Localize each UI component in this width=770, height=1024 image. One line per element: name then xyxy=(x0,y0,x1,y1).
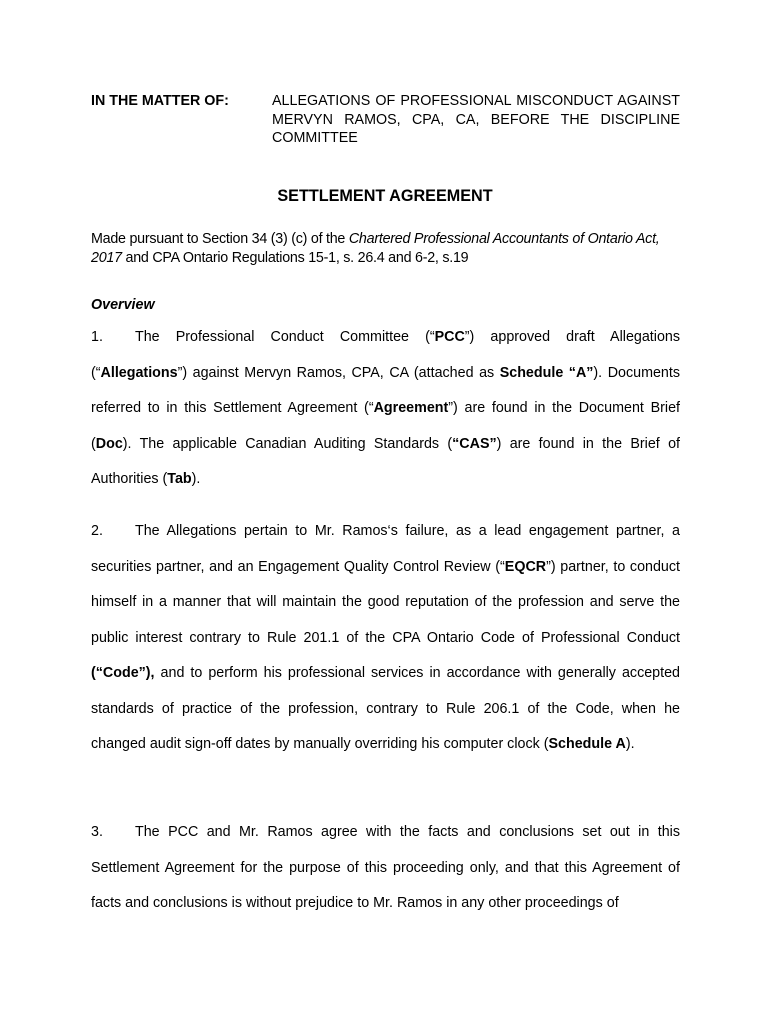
defined-term: PCC xyxy=(434,329,465,345)
paragraph-text: The Allegations pertain to Mr. Ramos‘s failure, as a lead engagement partner, a securities partner, and an Engagement Quality Control Review (“ xyxy=(91,523,680,575)
paragraph-text: and to perform his professional services in accordance with generally accepted standards of practice of the profession, contrary to Rule 206.1 of the Code, when he changed audit sign-off dates by manually overriding his computer clock ( xyxy=(91,665,680,752)
defined-term: Schedule “A” xyxy=(499,364,594,381)
paragraph-2 xyxy=(91,514,680,763)
defined-term: EQCR xyxy=(504,558,547,575)
defined-term: Allegations xyxy=(100,364,178,381)
paragraph-number: 2. xyxy=(91,523,103,539)
preamble-tail: and CPA Ontario Regulations 15-1, s. 26.4 and 6-2, s.19 xyxy=(121,249,469,266)
defined-term: “CAS” xyxy=(452,435,497,452)
paragraph-text: ”) partner, to conduct himself in a manner that will maintain the good reputation of the profession and serve the public interest contrary to Rule 201.1 of the CPA Ontario Code of Professional Conduct xyxy=(91,558,681,646)
act-name: Chartered Professional Accountants of Ontario Act, 2017 xyxy=(91,231,660,266)
matter-description: ALLEGATIONS OF PROFESSIONAL MISCONDUCT AGAINST MERVYN RAMOS, CPA, CA, BEFORE THE DISCIPLINE COMMITTEE xyxy=(272,93,680,146)
paragraph-text: ). Documents referred to in this Settlement Agreement (“ xyxy=(91,364,680,416)
paragraph-text: The PCC and Mr. Ramos agree with the facts and conclusions set out in this Settlement Agreement for the purpose of this proceeding only, and that this Agreement of facts and conclusions is without prejudice to Mr. Ramos in any other proceedings of xyxy=(91,824,680,911)
paragraph-text: ). The applicable Canadian Auditing Standards ( xyxy=(122,435,453,452)
defined-term: Agreement xyxy=(373,400,449,416)
defined-term: Schedule A xyxy=(548,736,626,752)
document-title: SETTLEMENT AGREEMENT xyxy=(277,187,493,205)
defined-term: Doc xyxy=(95,435,123,452)
preamble xyxy=(91,230,680,267)
paragraph-text: ) are found in the Brief of Authorities ( xyxy=(91,435,680,487)
paragraph-text: ”) are found in the Document Brief ( xyxy=(91,400,680,452)
paragraph-3 xyxy=(91,815,680,922)
preamble-lead: Made pursuant to Section 34 (3) (c) of the xyxy=(91,231,349,247)
matter-label: IN THE MATTER OF: xyxy=(91,93,229,109)
paragraph-text: ”) approved draft Allegations (“ xyxy=(91,329,680,381)
paragraph-text: ). xyxy=(191,471,201,487)
paragraph-1 xyxy=(91,320,680,498)
paragraph-text: ). xyxy=(625,736,635,752)
defined-term: Tab xyxy=(167,471,192,487)
paragraph-number: 3. xyxy=(91,824,103,840)
paragraph-text: The Professional Conduct Committee (“ xyxy=(135,329,435,345)
paragraph-number: 1. xyxy=(91,329,103,345)
section-heading-overview: Overview xyxy=(91,297,155,313)
paragraph-text: ”) against Mervyn Ramos, CPA, CA (attached as xyxy=(177,364,500,381)
defined-term: (“Code”), xyxy=(91,665,155,681)
